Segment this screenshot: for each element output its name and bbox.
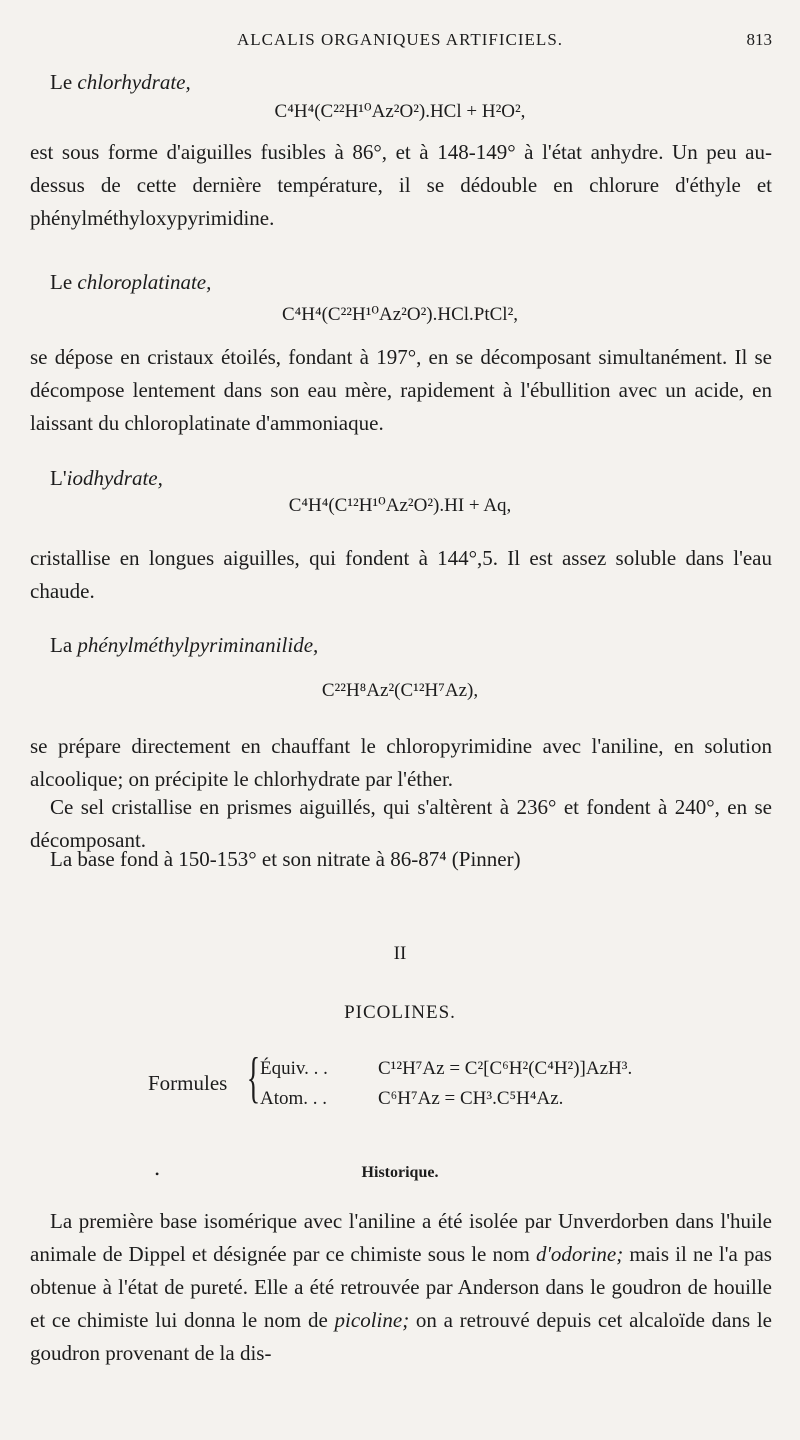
label-prefix: Le	[50, 70, 78, 94]
historique-text-start: La première base isomérique avec l'aniline a été isolée par Unverdorben dans l'huile animale de Dippel et désignée par ce chimiste sous le nom	[30, 1209, 772, 1266]
historique-heading: Historique.	[361, 1164, 439, 1181]
page-number: 813	[746, 30, 772, 49]
ink-dot-mark: •	[155, 1167, 160, 1181]
term-picoline: picoline;	[334, 1308, 410, 1332]
formula-row-equiv	[260, 1058, 632, 1080]
label-name: chloroplatinate,	[77, 270, 212, 294]
formula-row-atom	[260, 1088, 563, 1110]
paragraph-anilide-base: La base fond à 150-153° et son nitrate à 86-87⁴ (Pinner)	[50, 847, 521, 871]
historique-text-end: on a retrouvé depuis cet alcaloïde dans le goudron provenant de la dis-	[30, 1308, 772, 1365]
label-name: chlorhydrate,	[77, 70, 191, 94]
term-odorine: d'odorine;	[535, 1242, 624, 1266]
paragraph-chloroplatinate: se dépose en cristaux étoilés, fondant à 197°, en se décomposant simultanément. Il se décompose lentement dans son eau mère, rapidement à l'ébullition avec un acide, en laissant du chloroplatinate d'ammoniaque.	[30, 345, 772, 435]
label-iodhydrate	[50, 466, 163, 491]
formula-chlorhydrate: C⁴H⁴(C²²H¹⁰Az²O²).HCl + H²O²,	[274, 101, 526, 122]
curly-brace-icon: {	[246, 1047, 261, 1109]
running-header-title: ALCALIS ORGANIQUES ARTIFICIELS.	[236, 30, 564, 49]
section-number: II	[393, 943, 407, 964]
label-chlorhydrate	[50, 70, 191, 95]
label-anilide	[50, 633, 318, 658]
paragraph-anilide-crystals: Ce sel cristallise en prismes aiguillés, qui s'altèrent à 236° et fondent à 240°, en se décomposant.	[30, 795, 772, 852]
paragraph-anilide-preparation: se prépare directement en chauffant le chloropyrimidine avec l'aniline, en solution alcoolique; on précipite le chlorhydrate par l'éther.	[30, 734, 772, 791]
formula-row-value: C⁶H⁷Az = CH³.C⁵H⁴Az.	[378, 1088, 564, 1109]
formula-row-value: C¹²H⁷Az = C²[C⁶H²(C⁴H²)]AzH³.	[378, 1058, 633, 1079]
label-prefix: L'	[50, 466, 67, 490]
formula-chloroplatinate: C⁴H⁴(C²²H¹⁰Az²O²).HCl.PtCl²,	[281, 304, 519, 325]
formula-iodhydrate: C⁴H⁴(C¹²H¹⁰Az²O²).HI + Aq,	[288, 495, 512, 516]
label-prefix: Le	[50, 270, 78, 294]
label-chloroplatinate	[50, 270, 211, 295]
label-prefix: La	[50, 633, 78, 657]
formula-anilide: C²²H⁸Az²(C¹²H⁷Az),	[321, 680, 479, 701]
label-name: phénylméthylpyriminanilide,	[77, 633, 319, 657]
paragraph-chlorhydrate: est sous forme d'aiguilles fusibles à 86°, et à 148-149° à l'état anhydre. Un peu au-dessus de cette dernière température, il se dédouble en chlorure d'éthyle et phénylméthyloxypyrimidine.	[30, 140, 772, 230]
formules-label: Formules	[148, 1071, 228, 1095]
paragraph-historique	[30, 1205, 772, 1370]
formula-row-tag: Équiv. . .	[260, 1058, 328, 1079]
historique-text-mid: mais il ne l'a pas obtenue à l'état de pureté. Elle a été retrouvée par Anderson dans le goudron de houille et ce chimiste lui donna le nom de	[30, 1242, 772, 1332]
paragraph-iodhydrate: cristallise en longues aiguilles, qui fondent à 144°,5. Il est assez soluble dans l'eau chaude.	[30, 546, 772, 603]
section-title: PICOLINES.	[344, 1002, 456, 1023]
formula-row-tag: Atom. . .	[260, 1088, 328, 1109]
label-name: iodhydrate,	[66, 466, 163, 490]
